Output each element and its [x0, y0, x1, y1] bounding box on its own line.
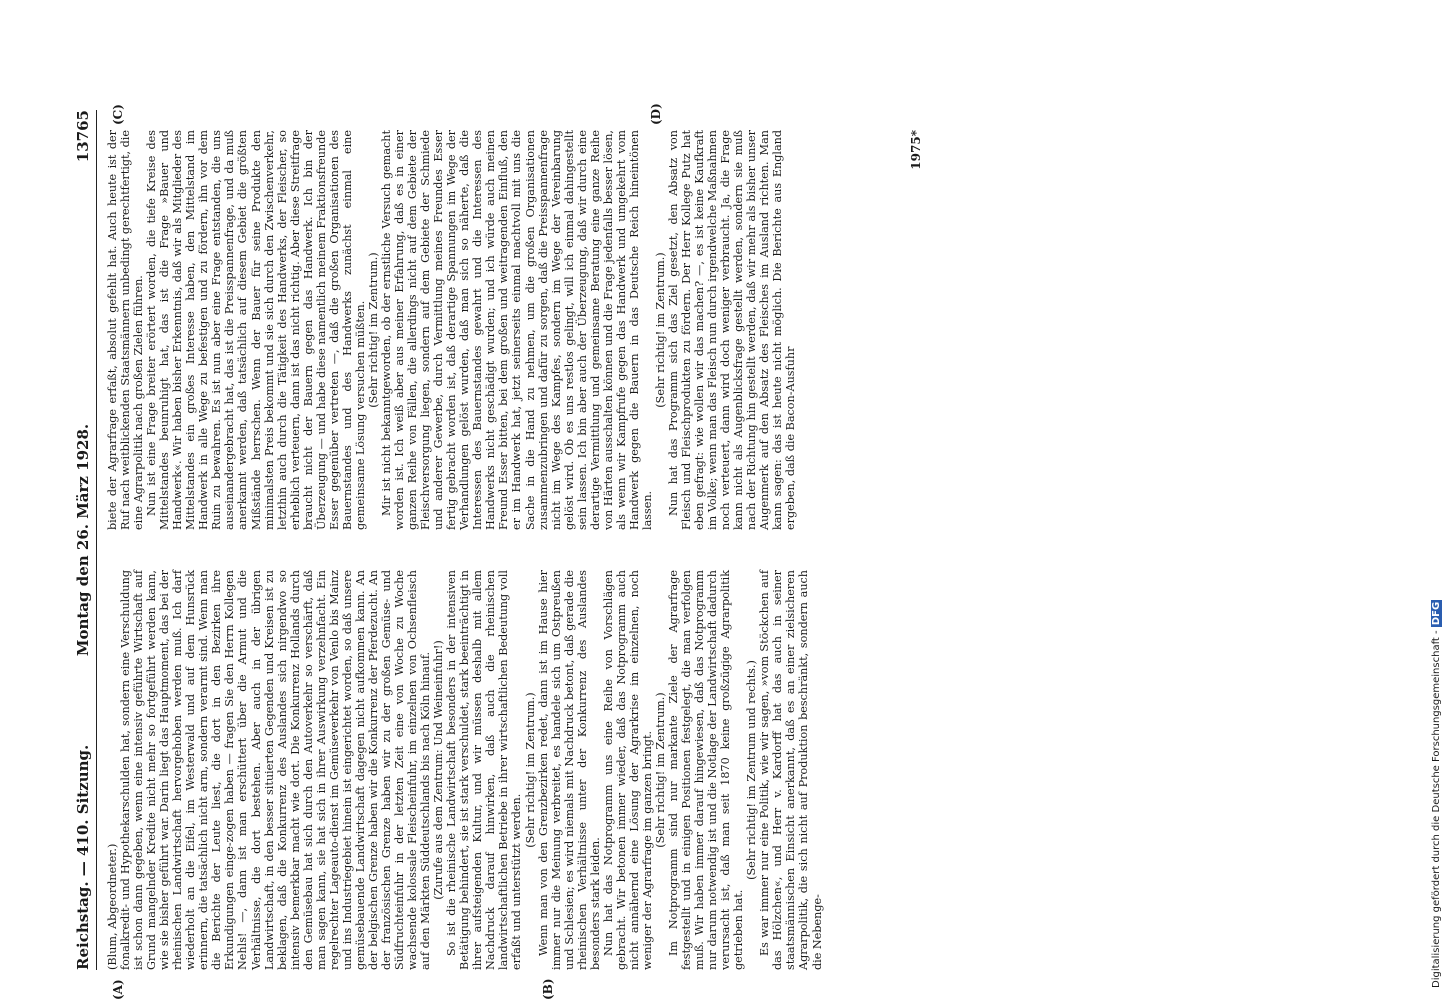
digitization-credit [1418, 8, 1442, 988]
right-column [106, 130, 797, 530]
page-header [72, 110, 97, 970]
margin-marker-b: (B) [541, 978, 555, 1000]
speaker-label: (Blum, Abgeordneter.) [106, 843, 119, 970]
paragraph: fonalkredit- und Hypothekarschulden hat, sondern eine Verschuldung ist schon dann gegeben, wenn eine intensiv geführte Wirtschaft auf Grund mangelnder Kredite nicht mehr so fortgeführt werden kann, wie sie bisher geführt war. Darin liegt das Hauptmoment, das bei der rheinischen Landwirtschaft hervorgehoben werden muß. Ich darf wiederholt an die Eifel, im Westerwald und auf dem Hunsrück erinnern, die tatsächlich nicht arm, sondern verarmt sind. Wenn man die Berichte der Leute liest, die dort in den Bezirken ihre Erkundigungen einge-zogen haben — fragen Sie den Herrn Kollegen Nehls! —, dann ist man erschüttert über die Armut und die Verhältnisse, die dort bestehen. Aber auch in der übrigen Landwirtschaft, in den besser situierten Gegenden und Kreisen ist zu beklagen, daß die Konkurrenz des Auslandes sich nirgendwo so intensiv bemerkbar macht wie dort. Die Konkurrenz Hollands durch den Gemüsebau hat sich durch den Autoverkehr so verschärft, daß man sagen kann, sie hat sich in ihrer Auswirkung verzehnfacht. Ein regelrechter Lageauto-dienst im Gemüseverkehr von Venlo bis Mainz und ins Industriegebiet hinein ist eingerichtet worden, so daß unsere gemüsebauende Landwirtschaft dagegen nicht aufkommen kann. An der belgischen Grenze haben wir die Konkurrenz der Pferdezucht. An der französischen Grenze haben wir zu der großen Gemüse- und Südfruchteinfuhr in der letzten Zeit eine von Woche zu Woche wachsende kolossale Fleischeinfuhr, im einzelnen von Ochsenfleisch auf den Märkten Süddeutschlands bis nach Köln hinauf. [119, 570, 433, 970]
interjection: (Sehr richtig! im Zentrum.) [653, 692, 667, 848]
paragraph: Im Notprogramm sind nur markante Ziele der Agrarfrage festgestellt und in einigen Positionen festgelegt, die man verfolgen muß. Wir haben immer darauf hingewiesen, daß das Notprogramm nur darum notwendig ist und die Notlage der Landwirtschaft dadurch verursacht ist, daß man seit 1870 keine großzügige Agrarpolitik getrieben hat. [667, 570, 746, 970]
paragraph: Mir ist nicht bekanntgeworden, ob der ernstliche Versuch gemacht worden ist. Ich weiß aber aus meiner Erfahrung, daß es in einer ganzen Reihe von Fällen, die allerdings nicht auf dem Gebiete der Fleischversorgung liegen, sondern auf dem Gebiete der Schmiede und anderer Gewerbe, durch Vermittlung meines Freundes Esser fertig gebracht worden ist, daß derartige Spannungen im Wege der Verhandlungen gelöst wurden, daß man sich so näherte, daß die Interessen des Bauernstandes gewahrt und die Interessen des Handwerks nicht geschädigt wurden; und ich würde auch meinen Freund Esser bitten, bei dem großen und weitragenden Einfluß, den er im Handwerk hat, jetzt seinerseits einmal machtvoll mit uns die Sache in die Hand zu nehmen, um die großen Organisationen zusammenzubringen und dafür zu sorgen, daß die Preisspannenfrage nicht im Wege des Kampfes, sondern im Wege der Vereinbarung gelöst wird. Ob es uns restlos gelingt, will ich einmal dahingestellt sein lassen. Ich bin aber auch der Überzeugung, daß wir durch eine derartige Vermittlung und gemeinsame Beratung eine ganze Reihe von Härten ausschalten können und die Frage jedenfalls besser lösen, als wenn wir Kampfrufe gegen das Handwerk und umgekehrt vom Handwerk gegen die Bauern in das Deutsche Reich hineintönen lassen. [379, 130, 654, 530]
paragraph: Nun hat das Programm sich das Ziel gesetzt, den Absatz von Fleisch und Fleischprodukten zu fördern. Der Herr Kollege Putz hat eben gefragt: wie wollen wir das machen? —, es ist keine Kaufkraft im Volke; wenn man das Fleisch nun durch irgendwelche Maßnahmen noch verteuert, dann wird doch weniger verbraucht. Ja, die Frage kann nicht als Augenblicksfrage gestellt werden, sondern sie muß nach der Richtung hin gestellt werden, daß wir mehr als bisher unser Augenmerk auf den Absatz des Fleisches im Ausland richten. Man kann sagen: das ist heute nicht möglich. Die Berichte aus England ergeben, daß die Bacon-Ausfuhr [667, 130, 798, 530]
credit-text: Digitalisierung gefördert durch die Deutsche Forschungsgemeinschaft - [1431, 630, 1442, 988]
interjection: (Sehr richtig! im Zentrum.) [523, 692, 537, 848]
paragraph: Es war immer nur eine Politik, wie wir sagen, »vom Stöckchen auf das Hölzchen«, und Herr v. Kardorff hat das auch in seiner staatsmännischen Einsicht anerkannt, daß es an einer zielsicheren Agrarpolitik, die sich nicht auf Produktion beschränkt, sondern auch die Nebenge- [758, 570, 824, 970]
paragraph: Nun hat das Notprogramm uns eine Reihe von Vorschlägen gebracht. Wir betonen immer wieder, daß das Notprogramm auch nicht annähernd eine Lösung der Agrarkrise im einzelnen, noch weniger der Agrarfrage im ganzen bringt. [601, 570, 654, 970]
interjection: (Sehr richtig! im Zentrum.) [653, 252, 667, 408]
paragraph: Nun ist eine Frage breiter erörtert worden, die tiefe Kreise des Mittelstandes beunruhigt hat, das ist die Frage »Bauer und Handwerk«. Wir haben bisher Erkenntnis, daß wir als Mitglieder des Mittelstandes ein großes Interesse haben, den Mittelstand im Handwerk in alle Wege zu befestigen und zu fördern, ihn vor dem Ruin zu bewahren. Es ist nun aber eine Frage entstanden, die uns auseinandergebracht hat, das ist die Preisspannenfrage, und da muß anerkannt werden, daß tatsächlich auf diesem Gebiet die größten Mißstände herrschen. Wenn der Bauer für seine Produkte den minimalsten Preis bekommt und sie sich durch den Zwischenverkehr, letzthin auch durch die Tätigkeit des Handwerks, der Fleischer, so erheblich verteuern, dann ist das nicht richtig. Aber diese Streitfrage braucht nicht der Bauern gegen das Handwerk. Ich bin der Überzeugung — und habe diese namentlich meinem Fraktionsfreunde Esser gegenüber vertreten —, daß die großen Organisationen des Bauernstandes und des Handwerks zunächst einmal eine gemeinsame Lösung versuchen müßten. [145, 130, 367, 530]
margin-marker-d: (D) [649, 103, 663, 125]
document-page [72, 103, 1402, 1000]
margin-marker-c: (C) [111, 104, 125, 125]
dfg-logo: DFG [1431, 601, 1442, 626]
interjection: (Sehr richtig! im Zentrum und rechts.) [745, 660, 759, 880]
paragraph: biete der Agrarfrage erfaßt, absolut gefehlt hat. Auch heute ist der Ruf nach weitblickenden Staatsmännern unbedingt gerechtfertigt, die eine Agrarpolitik nach großen Zielen führen. [106, 130, 146, 530]
page-footer-mark: 1975* [909, 130, 923, 170]
paragraph: Wenn man von den Grenzbezirken redet, dann ist im Hause hier immer nur die Meinung verbreitet, es handele sich um Ostpreußen und Schlesien; es wird niemals mit Nachdruck betont, daß gerade die rheinischen Verhältnisse unter der Konkurrenz des Auslandes besonders stark leiden. [536, 570, 602, 970]
header-session: Reichstag. — 410. Sitzung. [74, 744, 92, 970]
page-number: 13765 [74, 110, 92, 163]
interjection: (Zurufe aus dem Zentrum: Und Weineinfuhr!) [432, 640, 446, 900]
left-column [106, 570, 824, 970]
margin-marker-a: (A) [111, 979, 125, 1000]
paragraph: So ist die rheinische Landwirtschaft besonders in der intensiven Betätigung behindert, sie ist stark verschuldet, stark beeinträchtigt in ihrer aufsteigenden Kultur, und wir müssen deshalb mit allem Nachdruck darauf hinwirken, daß auch die rheinischen landwirtschaftlichen Betriebe in ihrer wirtschaftlichen Bedeutung voll erfaßt und unterstützt werden. [445, 570, 524, 970]
interjection: (Sehr richtig! im Zentrum.) [366, 252, 380, 408]
header-date: Montag den 26. März 1928. [74, 423, 92, 657]
